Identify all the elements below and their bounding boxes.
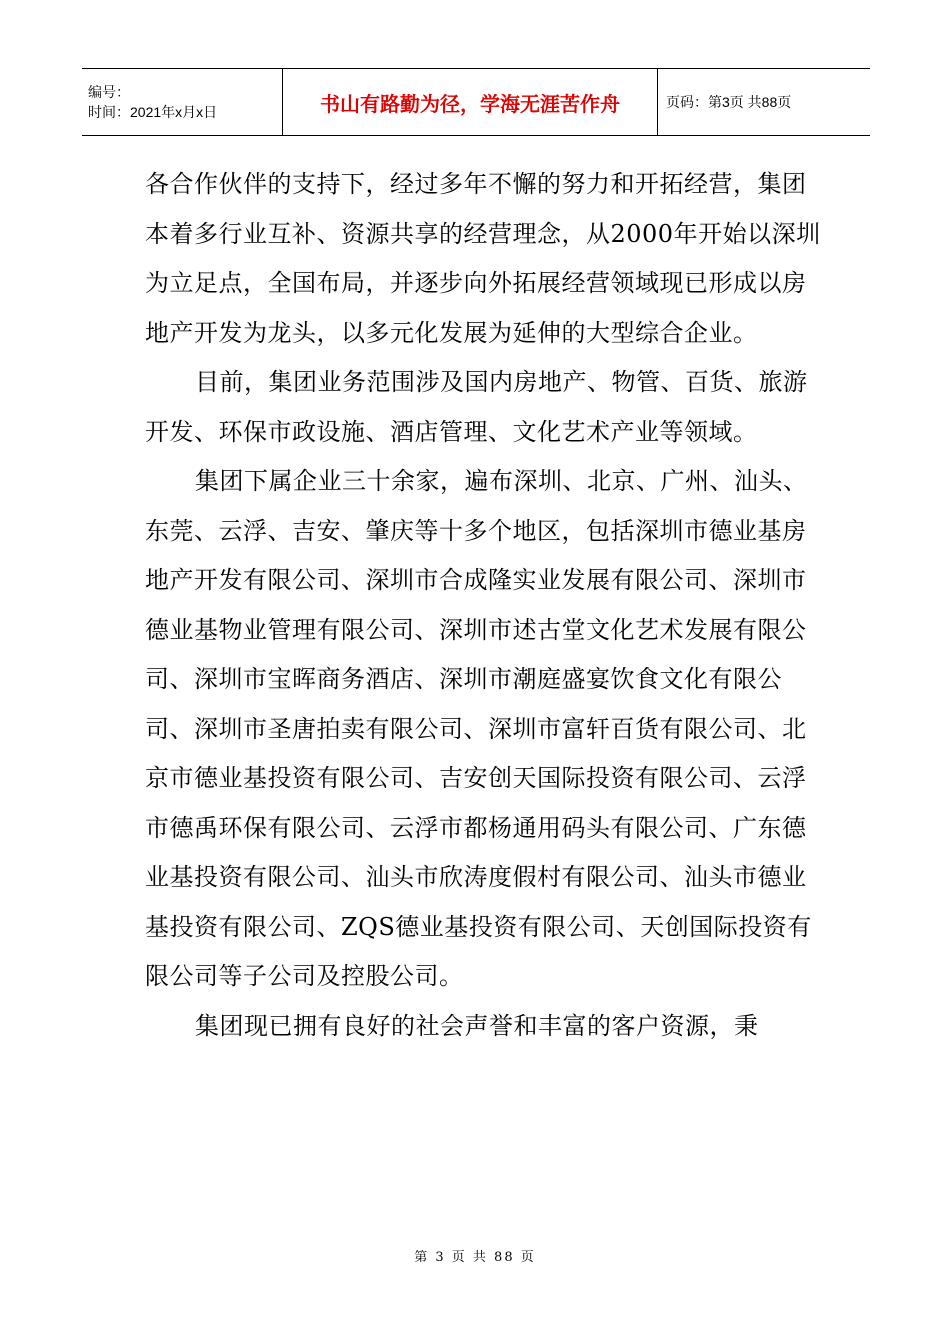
header-motto: 书山有路勤为径，学海无涯苦作舟: [320, 91, 620, 116]
paragraph-business-scope: 目前，集团业务范围涉及国内房地产、物管、百货、旅游开发、环保市政设施、酒店管理、文化艺术产业等领域。: [145, 368, 808, 446]
paragraph-continuation: 各合作伙伴的支持下，经过多年不懈的努力和开拓经营，集团本着多行业互补、资源共享的经营理念，从2000年开始以深圳为立足点，全国布局，并逐步向外拓展经营领域现已形成以房地产开发为龙头，以多元化发展为延伸的大型综合企业。: [145, 170, 821, 347]
document-number-label: 编号：: [88, 84, 130, 100]
document-date: 时间：2021年x月x日: [88, 104, 218, 120]
header-page-info: 页码：第3页 共88页: [666, 94, 792, 110]
paragraph-subsidiaries: 集团下属企业三十余家，遍布深圳、北京、广州、汕头、东莞、云浮、吉安、肇庆等十多个地区，包括深圳市德业基房地产开发有限公司、深圳市合成隆实业发展有限公司、深圳市德业基物业管理有限公司、深圳市述古堂文化艺术发展有限公司、深圳市宝晖商务酒店、深圳市潮庭盛宴饮食文化有限公司、深圳市圣唐拍卖有限公司、深圳市富轩百货有限公司、北京市德业基投资有限公司、吉安创天国际投资有限公司、云浮市德禹环保有限公司、云浮市都杨通用码头有限公司、广东德业基投资有限公司、汕头市欣涛度假村有限公司、汕头市德业基投资有限公司、ZQS德业基投资有限公司、天创国际投资有限公司等子公司及控股公司。: [145, 467, 812, 990]
paragraph-reputation: 集团现已拥有良好的社会声誉和丰富的客户资源，秉: [195, 1011, 759, 1040]
page-header: [82, 68, 870, 136]
page-footer: 第 3 页 共 88 页: [414, 1250, 536, 1265]
header-meta: [82, 69, 282, 135]
document-body: [145, 160, 825, 1051]
header-motto-cell: [282, 69, 658, 135]
header-page-cell: [658, 69, 870, 135]
